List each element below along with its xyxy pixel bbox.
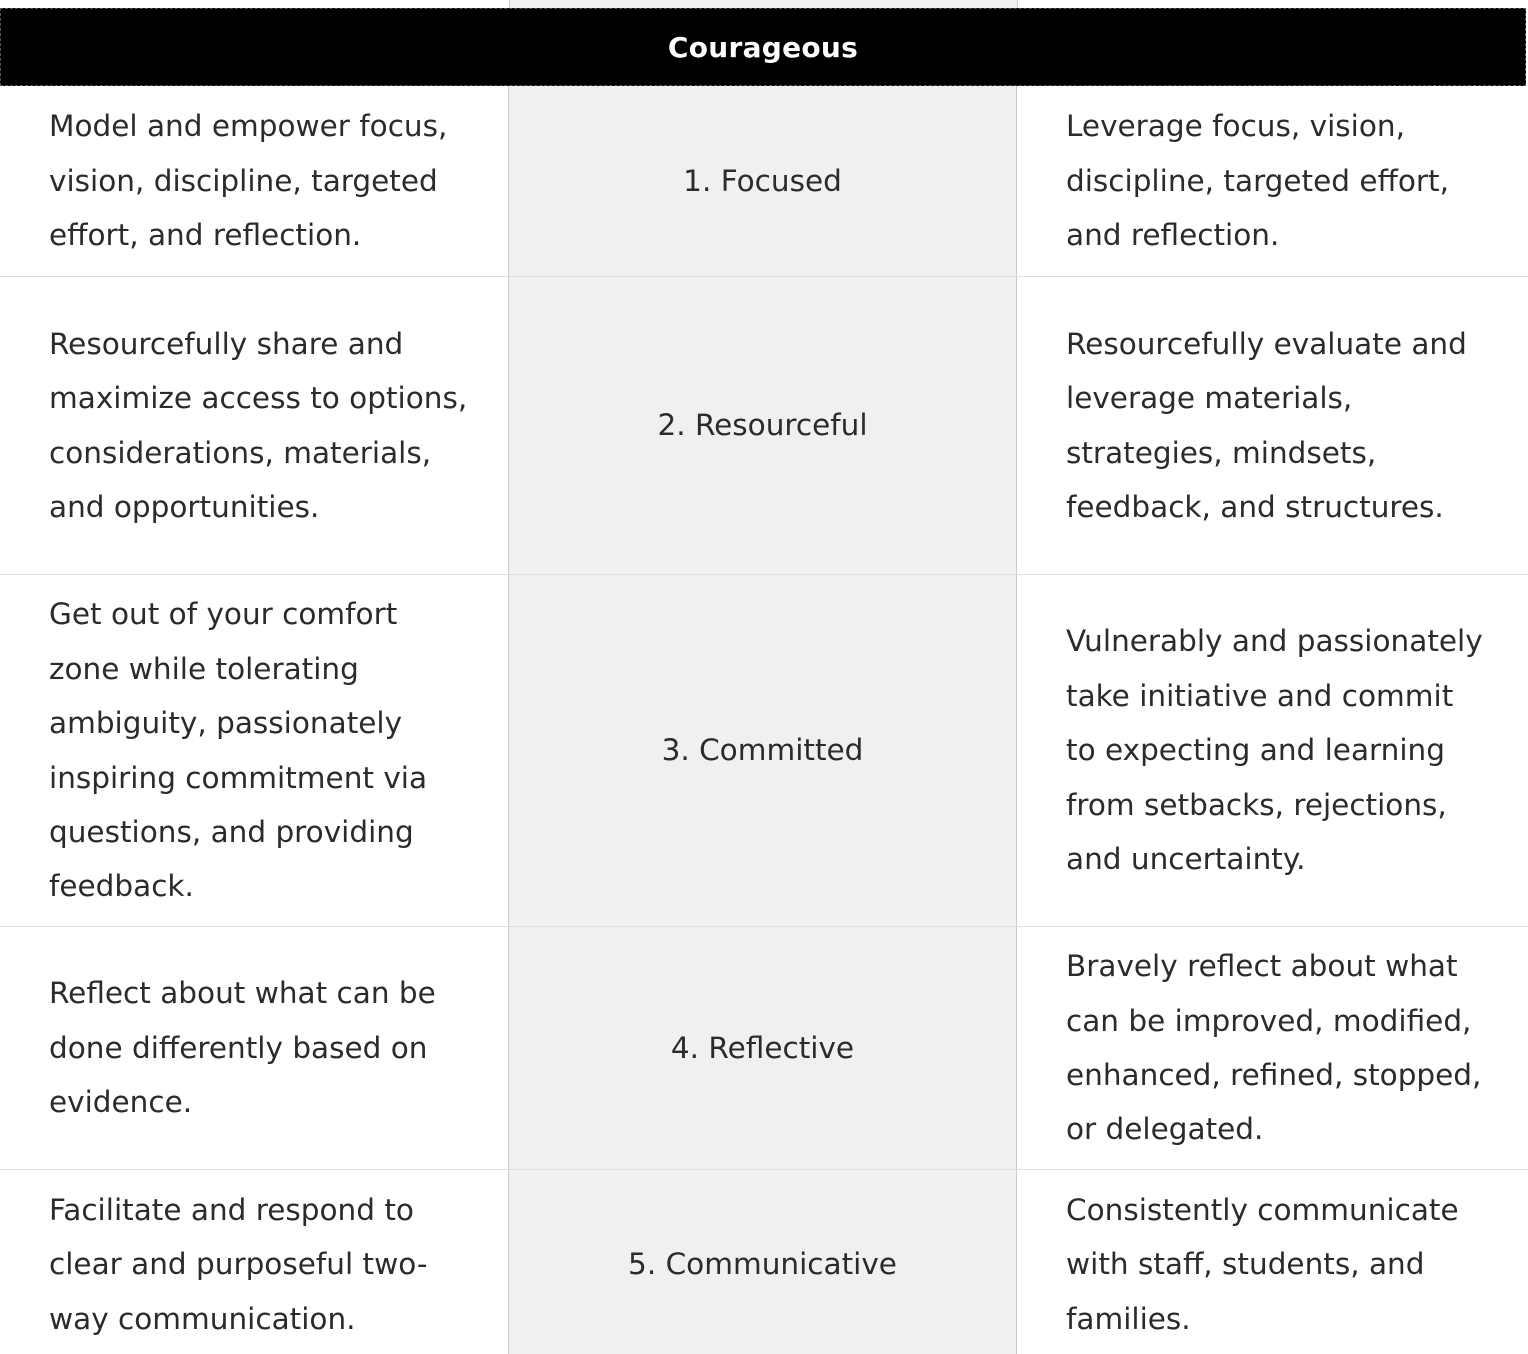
leader-action-cell: Get out of your comfort zone while tolerating ambiguity, passionately inspiring commitment via questions, and providing feedback.	[0, 575, 509, 926]
table-header-title: Courageous	[667, 30, 859, 64]
table-row	[0, 86, 1528, 277]
leader-action-cell: Reflect about what can be done differently based on evidence.	[0, 927, 509, 1169]
learner-action-cell: Vulnerably and passionately take initiative and commit to expecting and learning from setbacks, rejections, and uncertainty.	[1017, 575, 1528, 926]
learner-action-cell: Leverage focus, vision, discipline, targeted effort, and reflection.	[1017, 86, 1528, 276]
table-row	[0, 277, 1528, 575]
leader-action-cell: Model and empower focus, vision, discipline, targeted effort, and reflection.	[0, 86, 509, 276]
trait-cell: 2. Resourceful	[509, 277, 1017, 574]
table-row	[0, 1170, 1528, 1354]
trait-cell: 4. Reflective	[509, 927, 1017, 1169]
table-row	[0, 575, 1528, 927]
table-body	[0, 86, 1528, 1354]
previous-row-edge	[0, 0, 1528, 8]
trait-cell: 3. Committed	[509, 575, 1017, 926]
trait-cell: 1. Focused	[509, 86, 1017, 276]
learner-action-cell: Resourcefully evaluate and leverage materials, strategies, mindsets, feedback, and structures.	[1017, 277, 1528, 574]
learner-action-cell: Bravely reflect about what can be improved, modified, enhanced, refined, stopped, or delegated.	[1017, 927, 1528, 1169]
leader-action-cell: Facilitate and respond to clear and purposeful two-way communication.	[0, 1170, 509, 1354]
trait-cell: 5. Communicative	[509, 1170, 1017, 1354]
table-header	[0, 8, 1526, 86]
leader-action-cell: Resourcefully share and maximize access to options, considerations, materials, and opportunities.	[0, 277, 509, 574]
learner-action-cell: Consistently communicate with staff, students, and families.	[1017, 1170, 1528, 1354]
table-row	[0, 927, 1528, 1170]
